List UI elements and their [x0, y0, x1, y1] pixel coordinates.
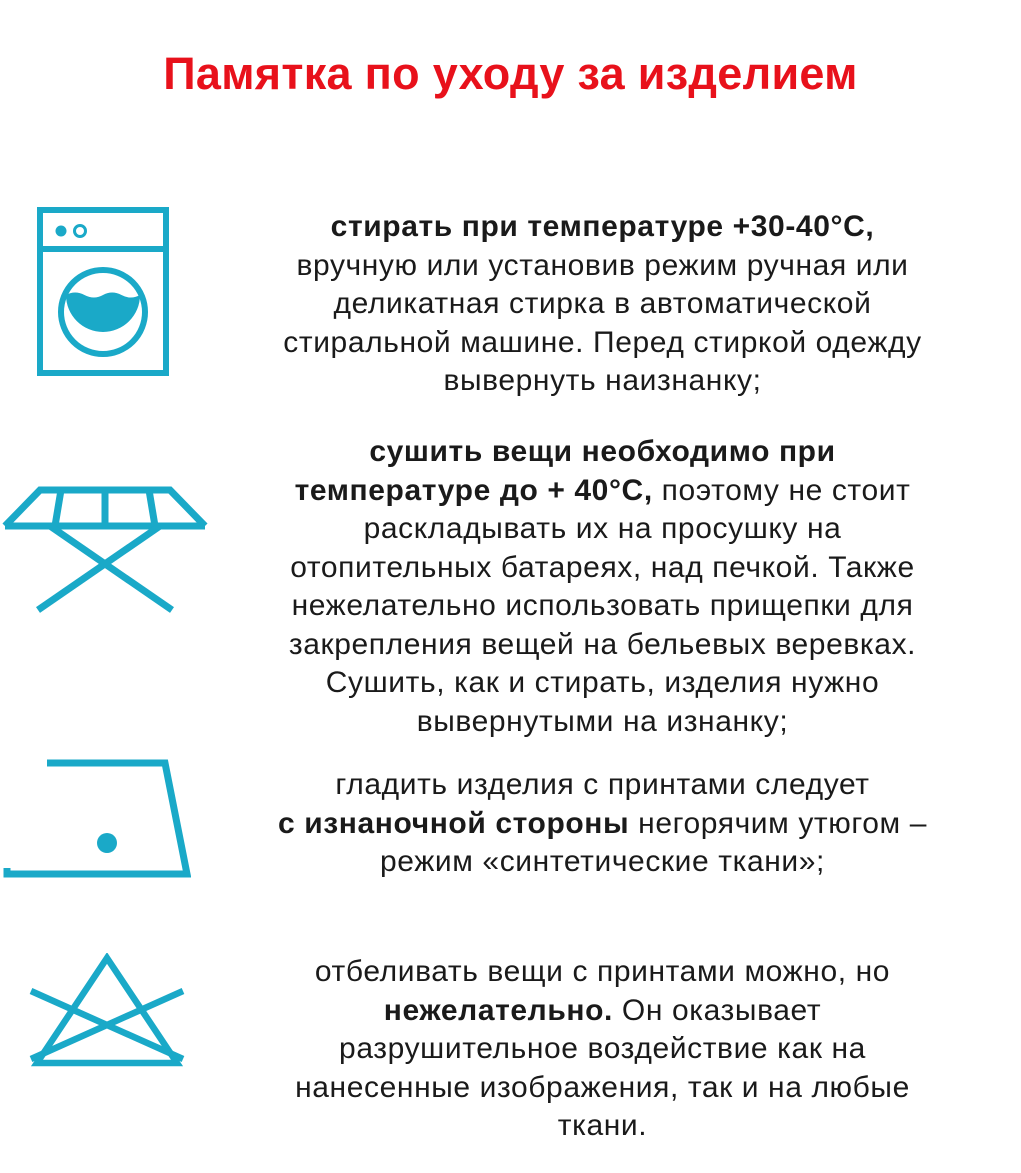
- text-line: [184, 1030, 1021, 1069]
- text-line: [184, 766, 1021, 805]
- text-line: [184, 953, 1021, 992]
- text-segment: отбеливать вещи с принтами можно, но: [314, 955, 891, 988]
- washing-machine-icon: [36, 205, 170, 377]
- bold-text-segment: температуре до + 40°С,: [294, 473, 653, 507]
- drying-rack-icon: [0, 484, 210, 618]
- care-text-washing: [184, 208, 1021, 401]
- text-segment: раскладывать их на просушку на: [363, 512, 842, 545]
- text-line: [184, 664, 1021, 703]
- text-segment: поэтому не стоит: [652, 473, 911, 507]
- text-segment: закрепления вещей на бельевых веревках.: [288, 627, 917, 661]
- text-segment: вывернутыми на изнанку;: [416, 704, 789, 738]
- text-line: [184, 587, 1021, 626]
- text-segment: вручную или установив режим ручная или: [296, 248, 909, 282]
- care-text-ironing: [184, 766, 1021, 882]
- text-line: [184, 208, 1021, 247]
- text-segment: отопительных батареях, над печкой. Также: [290, 550, 915, 584]
- text-line: [184, 1107, 1021, 1146]
- text-segment: вывернуть наизнанку;: [443, 364, 762, 397]
- text-line: [184, 247, 1021, 286]
- bold-text-segment: сушить вещи необходимо при: [369, 435, 836, 468]
- text-line: [184, 362, 1021, 401]
- iron-icon: [3, 758, 191, 880]
- text-line: [184, 843, 1021, 882]
- text-line: [184, 626, 1021, 665]
- care-text-bleaching: [184, 953, 1021, 1146]
- text-line: [184, 805, 1021, 844]
- page-title: Памятка по уходу за изделием: [163, 48, 858, 99]
- text-line: [184, 324, 1021, 363]
- text-line: [184, 703, 1021, 742]
- text-line: [184, 549, 1021, 588]
- text-segment: Он оказывает: [612, 993, 822, 1027]
- text-segment: ткани.: [557, 1109, 648, 1142]
- text-segment: гладить изделия с принтами следует: [335, 768, 870, 801]
- text-line: [184, 1069, 1021, 1108]
- text-segment: стиральной машине. Перед стиркой одежду: [283, 325, 922, 359]
- text-segment: негорячим утюгом –: [629, 806, 927, 840]
- text-line: [184, 472, 1021, 511]
- bold-text-segment: стирать при температуре +30-40°С,: [330, 210, 875, 243]
- text-segment: деликатная стирка в автоматической: [333, 287, 872, 320]
- text-line: [184, 510, 1021, 549]
- text-segment: режим «синтетические ткани»;: [380, 845, 825, 878]
- bold-text-segment: нежелательно.: [383, 993, 613, 1027]
- care-text-drying: [184, 433, 1021, 741]
- text-segment: Сушить, как и стирать, изделия нужно: [325, 666, 880, 699]
- text-line: [184, 433, 1021, 472]
- no-bleach-icon: [27, 953, 187, 1069]
- text-line: [184, 285, 1021, 324]
- bold-text-segment: с изнаночной стороны: [278, 806, 630, 840]
- text-segment: нежелательно использовать прищепки для: [291, 589, 914, 622]
- text-line: [184, 992, 1021, 1031]
- text-segment: нанесенные изображения, так и на любые: [295, 1070, 910, 1104]
- text-segment: разрушительное воздействие как на: [339, 1032, 866, 1065]
